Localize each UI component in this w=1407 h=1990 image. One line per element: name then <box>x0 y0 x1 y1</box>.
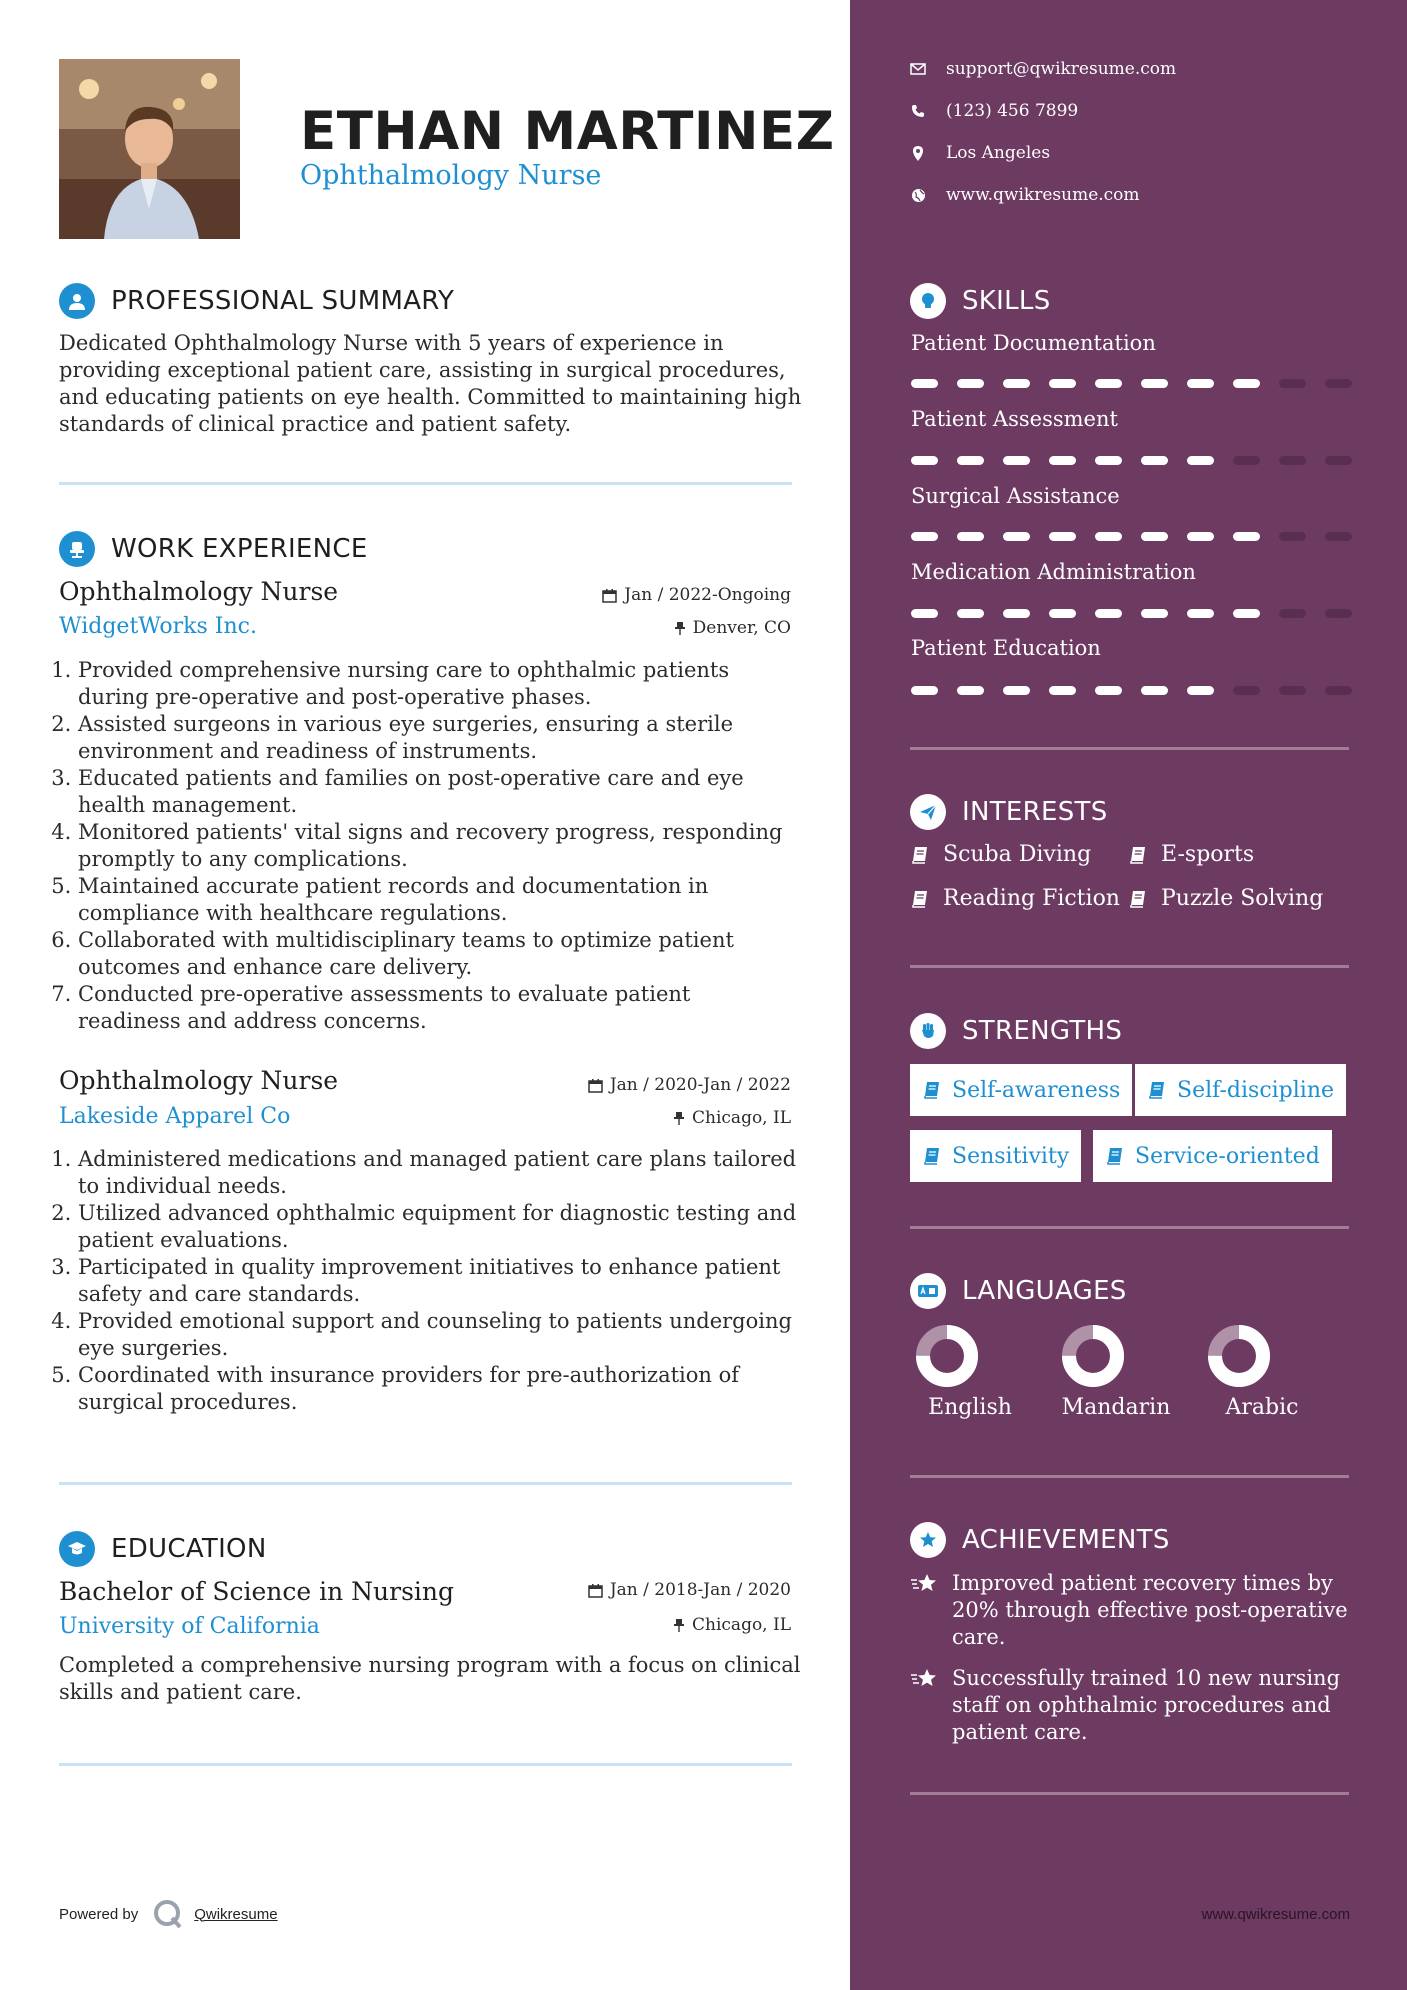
list-item: 1. Provided comprehensive nursing care to ophthalmic patients during pre-operative and post-operative phases. <box>78 657 799 711</box>
list-item: 4. Monitored patients' vital signs and recovery progress, responding promptly to any complications. <box>78 819 799 873</box>
strengths-heading <box>910 1013 1122 1049</box>
skill-dot <box>911 379 938 388</box>
skill-dot <box>1325 456 1352 465</box>
skill-dot <box>957 456 984 465</box>
candidate-name: ETHAN MARTINEZ <box>300 101 835 162</box>
email-text: support@qwikresume.com <box>946 59 1177 79</box>
skill-dot <box>1095 609 1122 618</box>
interest-item <box>1128 842 1254 867</box>
skill-dot <box>1095 686 1122 695</box>
skill-dot <box>1233 532 1260 541</box>
contact-phone <box>910 101 1078 121</box>
skill-name: Patient Assessment <box>911 407 1118 431</box>
skill-dot <box>1095 379 1122 388</box>
languages-title: LANGUAGES <box>962 1276 1127 1306</box>
skill-dot <box>1233 686 1260 695</box>
skill-dot <box>1003 379 1030 388</box>
skill-dot <box>1187 379 1214 388</box>
location-text: Los Angeles <box>946 143 1051 163</box>
job-location <box>674 618 791 638</box>
contact-email <box>910 59 1176 79</box>
envelope-icon <box>910 61 926 77</box>
interest-item <box>1128 886 1323 911</box>
interest-item <box>910 842 1091 867</box>
divider <box>910 965 1349 968</box>
skill-rating <box>911 379 1352 388</box>
education-title: EDUCATION <box>111 1534 267 1564</box>
fist-icon <box>910 1013 946 1049</box>
skill-dot <box>1325 379 1352 388</box>
school: University of California <box>59 1614 320 1639</box>
paper-plane-icon <box>910 794 946 830</box>
skill-dot <box>1003 456 1030 465</box>
job-location-text: Denver, CO <box>692 618 791 638</box>
skill-name: Surgical Assistance <box>911 484 1120 508</box>
strength-label: Self-discipline <box>1177 1077 1335 1103</box>
achievement-text: Improved patient recovery times by 20% through effective post-operative care. <box>952 1571 1348 1649</box>
pin-icon <box>674 621 686 636</box>
strength-label: Sensitivity <box>952 1143 1070 1169</box>
divider <box>59 482 792 485</box>
skill-dot <box>1325 686 1352 695</box>
list-item: 4. Provided emotional support and counseling to patients undergoing eye surgeries. <box>78 1308 799 1362</box>
skill-rating <box>911 686 1352 695</box>
skill-dot <box>1049 379 1076 388</box>
strength-label: Self-awareness <box>952 1077 1121 1103</box>
skill-dot <box>1141 532 1168 541</box>
skill-dot <box>1279 456 1306 465</box>
skill-dot <box>1233 379 1260 388</box>
skill-dot <box>1187 609 1214 618</box>
qwikresume-logo-icon <box>152 1898 184 1930</box>
skill-dot <box>1049 686 1076 695</box>
skill-name: Medication Administration <box>911 560 1196 584</box>
calendar-icon <box>602 588 617 603</box>
achievements-title: ACHIEVEMENTS <box>962 1525 1170 1555</box>
language-proficiency-ring <box>1061 1324 1125 1388</box>
skill-dot <box>957 686 984 695</box>
job-dates <box>588 1075 791 1095</box>
education-location <box>673 1615 791 1635</box>
skill-dot <box>1141 609 1168 618</box>
star-icon <box>910 1573 940 1597</box>
book-icon <box>910 889 930 909</box>
contact-website <box>910 185 1140 205</box>
calendar-icon <box>588 1583 603 1598</box>
phone-text: (123) 456 7899 <box>946 101 1079 121</box>
list-item: 1. Administered medications and managed patient care plans tailored to individual needs. <box>78 1146 799 1200</box>
degree: Bachelor of Science in Nursing <box>59 1577 455 1606</box>
language-proficiency-ring <box>915 1324 979 1388</box>
qwikresume-link[interactable]: Qwikresume <box>194 1905 278 1923</box>
language-label: Mandarin <box>1061 1395 1171 1420</box>
interests-heading <box>910 794 1108 830</box>
list-item: 5. Coordinated with insurance providers for pre-authorization of surgical procedures. <box>78 1362 799 1416</box>
language-label: Arabic <box>1225 1395 1299 1420</box>
job-location <box>673 1108 791 1128</box>
list-item: 5. Maintained accurate patient records and documentation in compliance with healthcare regulations. <box>78 873 799 927</box>
job-dates-text: Jan / 2022-Ongoing <box>624 585 791 605</box>
skill-dot <box>1279 686 1306 695</box>
skill-dot <box>1003 532 1030 541</box>
strength-chip <box>1093 1130 1332 1182</box>
education-dates <box>588 1580 791 1600</box>
list-item: 2. Assisted surgeons in various eye surgeries, ensuring a sterile environment and readiness of instruments. <box>78 711 799 765</box>
strength-label: Service-oriented <box>1135 1143 1320 1169</box>
contact-location <box>910 143 1050 163</box>
skill-dot <box>1279 379 1306 388</box>
list-item: 3. Educated patients and families on post-operative care and eye health management. <box>78 765 799 819</box>
list-item: 2. Utilized advanced ophthalmic equipment for diagnostic testing and patient evaluations. <box>78 1200 799 1254</box>
skill-dot <box>1187 686 1214 695</box>
skill-dot <box>957 532 984 541</box>
job-title: Ophthalmology Nurse <box>59 1066 339 1095</box>
list-item: 7. Conducted pre-operative assessments to evaluate patient readiness and address concerns. <box>78 981 799 1035</box>
skill-dot <box>911 532 938 541</box>
skill-dot <box>1233 609 1260 618</box>
pin-icon <box>673 1111 685 1126</box>
calendar-icon <box>588 1078 603 1093</box>
strengths-title: STRENGTHS <box>962 1016 1123 1046</box>
job-location-text: Chicago, IL <box>692 1108 791 1128</box>
divider <box>59 1482 792 1485</box>
lightbulb-icon <box>910 283 946 319</box>
achievement-item <box>910 1665 1350 1746</box>
star-icon <box>910 1668 940 1692</box>
interest-label: E-sports <box>1161 842 1255 867</box>
skill-dot <box>911 456 938 465</box>
skill-dot <box>1049 456 1076 465</box>
summary-heading <box>59 283 454 319</box>
website-text: www.qwikresume.com <box>946 185 1140 205</box>
skill-dot <box>1095 532 1122 541</box>
strength-chip <box>1135 1064 1346 1116</box>
powered-by <box>59 1898 278 1930</box>
book-icon <box>1147 1080 1167 1100</box>
candidate-title: Ophthalmology Nurse <box>300 160 602 191</box>
briefcase-chair-icon <box>59 531 95 567</box>
interest-label: Puzzle Solving <box>1161 886 1324 911</box>
user-icon <box>59 283 95 319</box>
skill-dot <box>1141 456 1168 465</box>
skill-dot <box>1003 686 1030 695</box>
pin-icon <box>673 1618 685 1633</box>
book-icon <box>1105 1146 1125 1166</box>
divider <box>910 1475 1349 1478</box>
globe-icon <box>910 187 926 203</box>
education-heading <box>59 1531 267 1567</box>
interest-label: Reading Fiction <box>943 886 1120 911</box>
skill-dot <box>957 609 984 618</box>
divider <box>910 747 1349 750</box>
skill-rating <box>911 456 1352 465</box>
job-company: WidgetWorks Inc. <box>59 614 257 639</box>
skill-dot <box>1279 609 1306 618</box>
summary-title: PROFESSIONAL SUMMARY <box>111 286 455 316</box>
skill-dot <box>911 609 938 618</box>
work-title: WORK EXPERIENCE <box>111 534 368 564</box>
education-dates-text: Jan / 2018-Jan / 2020 <box>609 1580 791 1600</box>
interests-title: INTERESTS <box>962 797 1108 827</box>
book-icon <box>922 1146 942 1166</box>
skill-dot <box>1095 456 1122 465</box>
graduation-cap-icon <box>59 1531 95 1567</box>
skill-dot <box>1049 609 1076 618</box>
divider <box>910 1226 1349 1229</box>
skill-dot <box>1325 532 1352 541</box>
skill-name: Patient Education <box>911 636 1101 660</box>
summary-text: Dedicated Ophthalmology Nurse with 5 years of experience in providing exceptional patient care, assisting in surgical procedures, and educating patients on eye health. Committed to maintaining high standards of clinical practice and patient safety. <box>59 331 802 436</box>
book-icon <box>1128 845 1148 865</box>
list-item: 3. Participated in quality improvement initiatives to enhance patient safety and care standards. <box>78 1254 799 1308</box>
skill-dot <box>1003 609 1030 618</box>
job-title: Ophthalmology Nurse <box>59 577 339 606</box>
divider <box>59 1763 792 1766</box>
list-item: 6. Collaborated with multidisciplinary teams to optimize patient outcomes and enhance care delivery. <box>78 927 799 981</box>
map-marker-icon <box>910 145 926 161</box>
skill-dot <box>1233 456 1260 465</box>
skill-rating <box>911 532 1352 541</box>
skill-dot <box>1049 532 1076 541</box>
skill-dot <box>957 379 984 388</box>
skills-title: SKILLS <box>962 286 1051 316</box>
language-proficiency-ring <box>1207 1324 1271 1388</box>
skill-dot <box>1325 609 1352 618</box>
job-dates <box>602 585 791 605</box>
language-icon <box>910 1273 946 1309</box>
skill-name: Patient Documentation <box>911 331 1156 355</box>
job-dates-text: Jan / 2020-Jan / 2022 <box>609 1075 791 1095</box>
footer-url[interactable]: www.qwikresume.com <box>1201 1906 1350 1923</box>
strength-chip <box>910 1130 1081 1182</box>
skill-dot <box>1141 686 1168 695</box>
star-badge-icon <box>910 1522 946 1558</box>
skill-dot <box>1141 379 1168 388</box>
strength-chip <box>910 1064 1132 1116</box>
powered-by-text: Powered by <box>59 1905 139 1923</box>
job-company: Lakeside Apparel Co <box>59 1104 291 1129</box>
achievement-item <box>910 1570 1350 1651</box>
book-icon <box>1128 889 1148 909</box>
profile-photo <box>59 59 240 239</box>
skill-dot <box>1279 532 1306 541</box>
skills-heading <box>910 283 1051 319</box>
phone-icon <box>910 103 926 119</box>
skill-dot <box>911 686 938 695</box>
skill-rating <box>911 609 1352 618</box>
education-description: Completed a comprehensive nursing program with a focus on clinical skills and patient care. <box>59 1653 801 1704</box>
education-location-text: Chicago, IL <box>692 1615 791 1635</box>
book-icon <box>910 845 930 865</box>
achievement-text: Successfully trained 10 new nursing staff on ophthalmic procedures and patient care. <box>952 1666 1341 1744</box>
skill-dot <box>1187 532 1214 541</box>
interest-label: Scuba Diving <box>943 842 1092 867</box>
book-icon <box>922 1080 942 1100</box>
work-heading <box>59 531 368 567</box>
divider <box>910 1792 1349 1795</box>
languages-heading <box>910 1273 1127 1309</box>
skill-dot <box>1187 456 1214 465</box>
language-label: English <box>928 1395 1012 1420</box>
job-bullets <box>59 657 799 1035</box>
interest-item <box>910 886 1120 911</box>
job-bullets <box>59 1146 799 1416</box>
achievements-heading <box>910 1522 1170 1558</box>
